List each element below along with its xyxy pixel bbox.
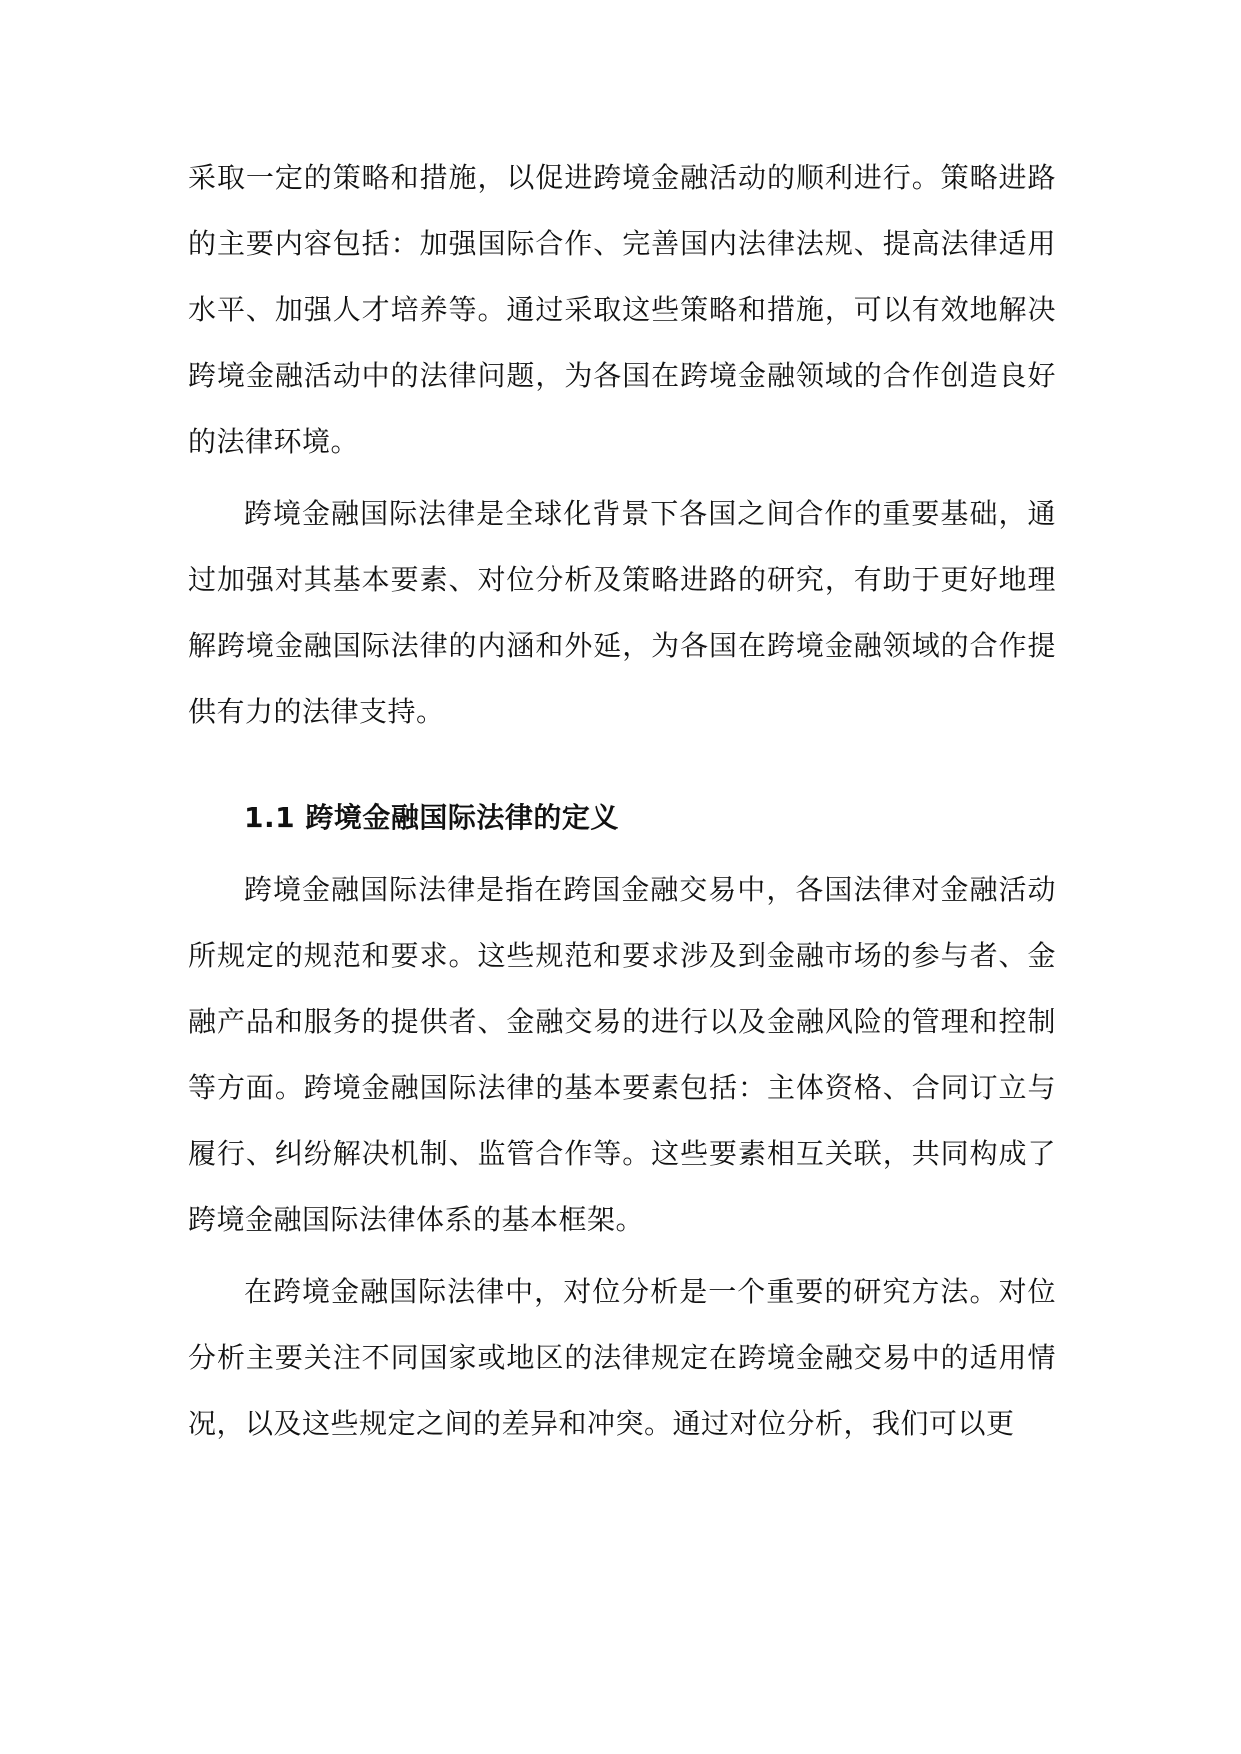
paragraph-analysis: 在跨境金融国际法律中，对位分析是一个重要的研究方法。对位分析主要关注不同国家或地区的法律规定在跨境金融交易中的适用情况，以及这些规定之间的差异和冲突。通过对位分析，我们可以更	[188, 1275, 1056, 1440]
paragraph-definition: 跨境金融国际法律是指在跨国金融交易中，各国法律对金融活动所规定的规范和要求。这些规范和要求涉及到金融市场的参与者、金融产品和服务的提供者、金融交易的进行以及金融风险的管理和控制等方面。跨境金融国际法律的基本要素包括：主体资格、合同订立与履行、纠纷解决机制、监管合作等。这些要素相互关联，共同构成了跨境金融国际法律体系的基本框架。	[188, 873, 1056, 1236]
section-gap	[188, 745, 1056, 785]
document-page	[188, 145, 1056, 1457]
section-heading: 1.1 跨境金融国际法律的定义	[244, 801, 619, 834]
paragraph-continuation: 采取一定的策略和措施，以促进跨境金融活动的顺利进行。策略进路的主要内容包括：加强国际合作、完善国内法律法规、提高法律适用水平、加强人才培养等。通过采取这些策略和措施，可以有效地解决跨境金融活动中的法律问题，为各国在跨境金融领域的合作创造良好的法律环境。	[188, 161, 1056, 458]
paragraph-summary: 跨境金融国际法律是全球化背景下各国之间合作的重要基础，通过加强对其基本要素、对位分析及策略进路的研究，有助于更好地理解跨境金融国际法律的内涵和外延，为各国在跨境金融领域的合作提供有力的法律支持。	[188, 497, 1056, 728]
